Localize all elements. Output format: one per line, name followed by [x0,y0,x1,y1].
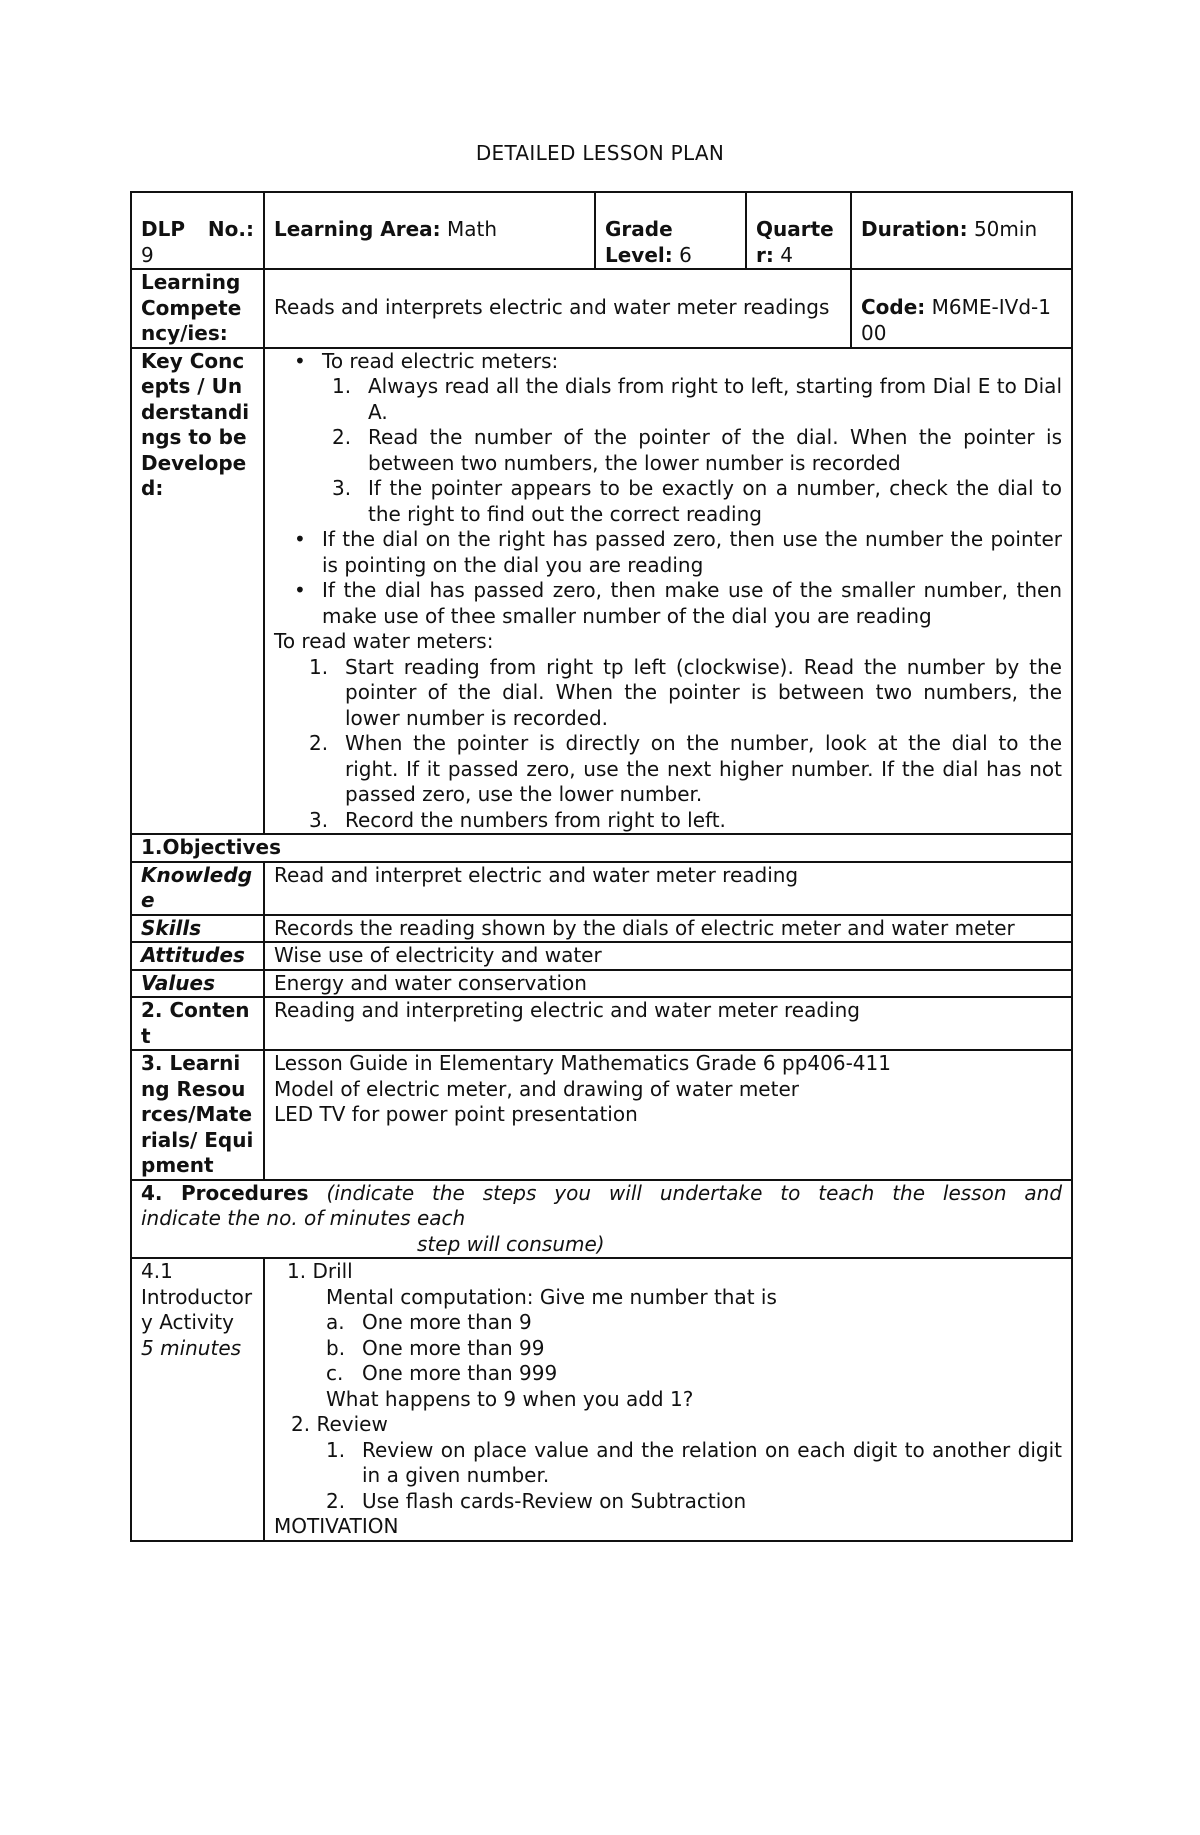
values-row [131,970,1072,998]
electric-intro-list [274,349,1062,630]
attitudes-label: Attitudes [131,942,264,970]
content-text: Reading and interpreting electric and water meter reading [264,997,1072,1050]
procedures-row [131,1180,1072,1259]
motivation: MOTIVATION [274,1514,399,1538]
duration-cell [851,192,1072,269]
quarter-label: Quarter: [756,217,834,267]
values-label: Values [131,970,264,998]
knowledge-label: Knowledge [131,862,264,915]
list-item: One more than 999 [362,1361,558,1385]
intro-minutes: 5 minutes [141,1335,242,1360]
quarter-value: 4 [780,242,793,267]
attitudes-row [131,942,1072,970]
drill-prompt: Mental computation: Give me number that is [326,1284,777,1309]
procedures-label: 4. Procedures [141,1180,309,1205]
duration-label: Duration: [861,217,968,241]
list-item: • If the dial on the right has passed zero, then use the number the pointer is pointing on the dial you are reading [296,527,1062,578]
list-item: One more than 9 [362,1310,532,1334]
procedures-note-2: indicate the no. of minutes each [141,1206,466,1230]
list-item: Model of electric meter, and drawing of water meter [274,1076,799,1101]
list-item: When the pointer is directly on the number, look at the dial to the right. If it passed zero, use the next higher number. If the dial has not passed zero, use the lower number. [345,731,1062,806]
skills-text: Records the reading shown by the dials of electric meter and water meter [264,915,1072,943]
grade-value: 6 [679,242,692,267]
intro-num: 4.1 [141,1259,173,1283]
resources-row [131,1050,1072,1180]
procedures-cell [131,1180,1072,1259]
intro-label: Introductory Activity [141,1284,253,1334]
attitudes-text: Wise use of electricity and water [264,942,1072,970]
drill-items [326,1310,1062,1387]
skills-label: Skills [131,915,264,943]
competency-label: Learning Competency/ies: [131,269,264,348]
competency-text: Reads and interprets electric and water meter readings [264,269,851,348]
knowledge-row [131,862,1072,915]
intro-activity-row [131,1258,1072,1541]
intro-activity-content [264,1258,1072,1541]
procedures-line1 [141,1181,1062,1207]
competency-row [131,269,1072,348]
drill-title: 1. Drill [287,1259,353,1283]
duration-value: 50min [973,217,1038,241]
key-concepts-content [264,348,1072,835]
list-item: If the pointer appears to be exactly on a number, check the dial to the right to find out the correct reading [368,476,1062,526]
intro-activity-label [131,1258,264,1541]
code-label: Code: [861,295,926,319]
review-items [326,1438,1062,1515]
content-row [131,997,1072,1050]
dlp-value: 9 [141,242,154,267]
key-concepts-label: Key Concepts / Understandings to be Developed: [131,348,264,835]
list-item: One more than 99 [362,1335,545,1360]
lesson-plan-table [130,191,1073,1542]
water-steps [309,655,1062,834]
resources-label: 3. Learning Resources/Materials/ Equipment [131,1050,264,1180]
water-intro: To read water meters: [274,629,494,653]
list-item: • If the dial has passed zero, then make use of the smaller number, then make use of thee smaller number of the dial you are reading [296,578,1062,629]
skills-row [131,915,1072,943]
page-title: DETAILED LESSON PLAN [475,141,725,165]
grade-label: Grade Level: [605,217,673,267]
list-item: Start reading from right tp left (clockwise). Read the number by the pointer of the dial. When the pointer is between two numbers, the lower number is recorded. [345,654,1062,730]
list-item: Lesson Guide in Elementary Mathematics Grade 6 pp406-411 [274,1051,891,1075]
resources-list [264,1050,1072,1180]
dlp-label: DLP No.: [141,217,254,241]
content-label: 2. Content [131,997,264,1050]
code-cell [851,269,1072,348]
header-row [131,192,1072,269]
quarter-cell [746,192,851,269]
values-text: Energy and water conservation [264,970,1072,998]
list-item: Use flash cards-Review on Subtraction [362,1488,747,1513]
objectives-heading: 1.Objectives [131,834,1072,862]
list-item: Read the number of the pointer of the dial. When the pointer is between two numbers, the lower number is recorded [368,425,1062,475]
review-title: 2. Review [291,1412,388,1436]
electric-intro-text: To read electric meters: [322,348,559,373]
objectives-heading-row [131,834,1072,862]
knowledge-text: Read and interpret electric and water meter reading [264,862,1072,915]
procedures-note-1: (indicate the steps you will undertake to teach the lesson and [326,1180,1063,1205]
list-item: Review on place value and the relation on each digit to another digit in a given number. [362,1437,1062,1487]
electric-steps [332,374,1062,527]
learning-area-label: Learning Area: [274,217,441,241]
grade-cell [595,192,746,269]
electric-intro [296,349,1062,528]
code-value: M6ME-IVd-100 [861,295,1051,345]
learning-area-cell [264,192,595,269]
procedures-note-3: step will consume) [417,1231,605,1256]
drill-question: What happens to 9 when you add 1? [326,1386,694,1411]
list-item: Record the numbers from right to left. [345,807,726,832]
list-item: Always read all the dials from right to left, starting from Dial E to Dial A. [368,374,1062,424]
list-item: LED TV for power point presentation [274,1102,638,1126]
dlp-cell [131,192,264,269]
learning-area-value: Math [447,217,498,241]
key-concepts-row [131,348,1072,835]
